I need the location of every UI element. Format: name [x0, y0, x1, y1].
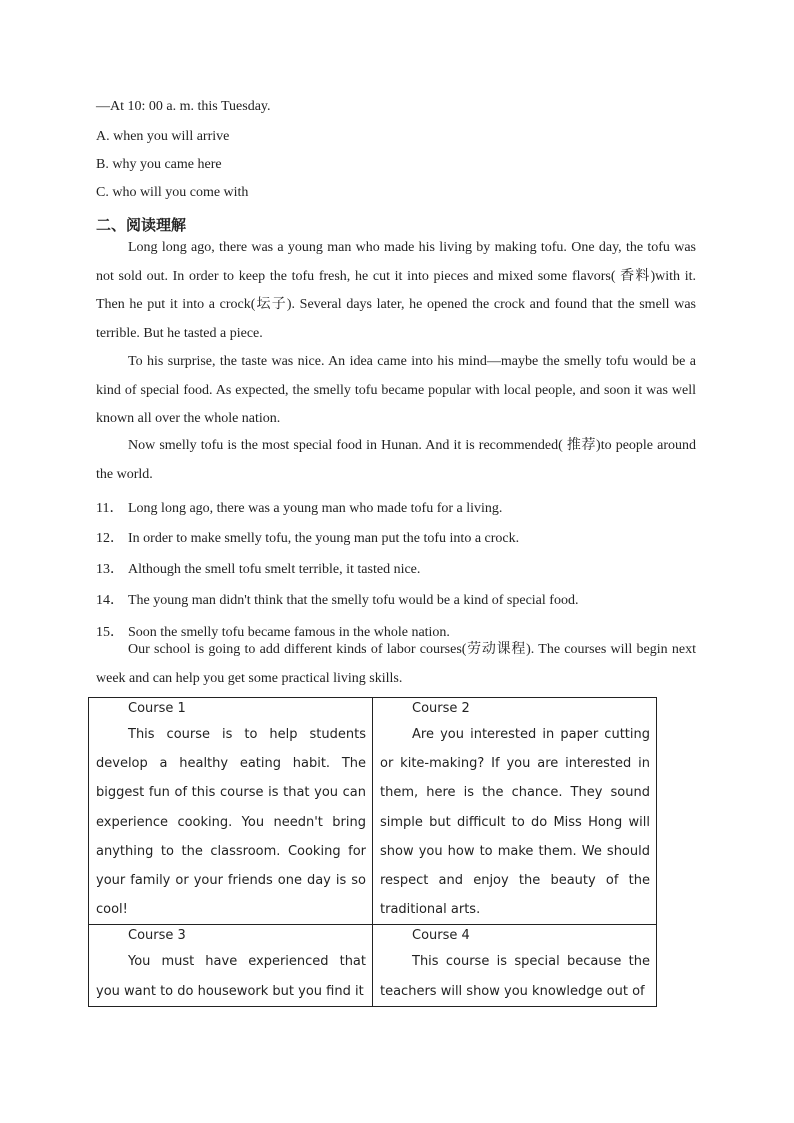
- course-title: Course 4: [412, 928, 470, 944]
- section-heading: 二、阅读理解: [96, 216, 187, 234]
- table-row: [89, 698, 657, 925]
- passage-paragraph-3: Now smelly tofu is the most special food in Hunan. And it is recommended( 推荐)to people around the world.: [96, 438, 696, 482]
- passage-paragraph-1: Long long ago, there was a young man who made his living by making tofu. One day, the tofu was not sold out. In order to keep the tofu fresh, he cut it into pieces and mixed some flavors( 香料)with it. Then he put it into a crock(坛子). Several days later, he opened the crock and found that the smell was terrible. But he tasted a piece.: [96, 240, 696, 341]
- option-b: B. why you came here: [96, 157, 222, 172]
- passage-paragraph-2: To his surprise, the taste was nice. An idea came into his mind—maybe the smelly tofu would be a kind of special food. As expected, the smelly tofu became popular with local people, and soon it was well known all over the whole nation.: [96, 354, 696, 426]
- table-row: [89, 925, 657, 1006]
- option-a: A. when you will arrive: [96, 129, 230, 144]
- option-c: C. who will you come with: [96, 185, 249, 200]
- course-cell-3: [89, 925, 373, 1006]
- question-15: 15． Soon the smelly tofu became famous in the whole nation.: [96, 625, 450, 640]
- question-14: 14． The young man didn't think that the smelly tofu would be a kind of special food.: [96, 593, 579, 608]
- course-text: This course is to help students develop a healthy eating habit. The biggest fun of this course is that you can experience cooking. You needn't bring anything to the classroom. Cooking for your family or your friends one day is so cool!: [96, 727, 366, 918]
- course-title: Course 2: [412, 701, 470, 716]
- course-title: Course 1: [128, 701, 186, 716]
- course-cell-1: [89, 698, 373, 925]
- answer-line: —At 10: 00 a. m. this Tuesday.: [96, 99, 271, 114]
- course-text: You must have experienced that you want to do housework but you find it: [96, 954, 366, 999]
- course-text: Are you interested in paper cutting or kite-making? If you are interested in them, here is the chance. They sound simple but difficult to do Miss Hong will show you how to make them. We should respect and enjoy the beauty of the traditional arts.: [380, 727, 650, 918]
- question-13: 13． Although the smell tofu smelt terrible, it tasted nice.: [96, 562, 421, 577]
- course-cell-4: [373, 925, 657, 1006]
- course-text: This course is special because the teachers will show you knowledge out of: [380, 954, 650, 999]
- question-11: 11． Long long ago, there was a young man who made tofu for a living.: [96, 501, 503, 516]
- course-title: Course 3: [128, 928, 186, 944]
- passage2-paragraph: Our school is going to add different kinds of labor courses(劳动课程). The courses will begin next week and can help you get some practical living skills.: [96, 642, 696, 686]
- courses-table: [88, 697, 657, 1007]
- course-cell-2: [373, 698, 657, 925]
- question-12: 12． In order to make smelly tofu, the young man put the tofu into a crock.: [96, 531, 520, 546]
